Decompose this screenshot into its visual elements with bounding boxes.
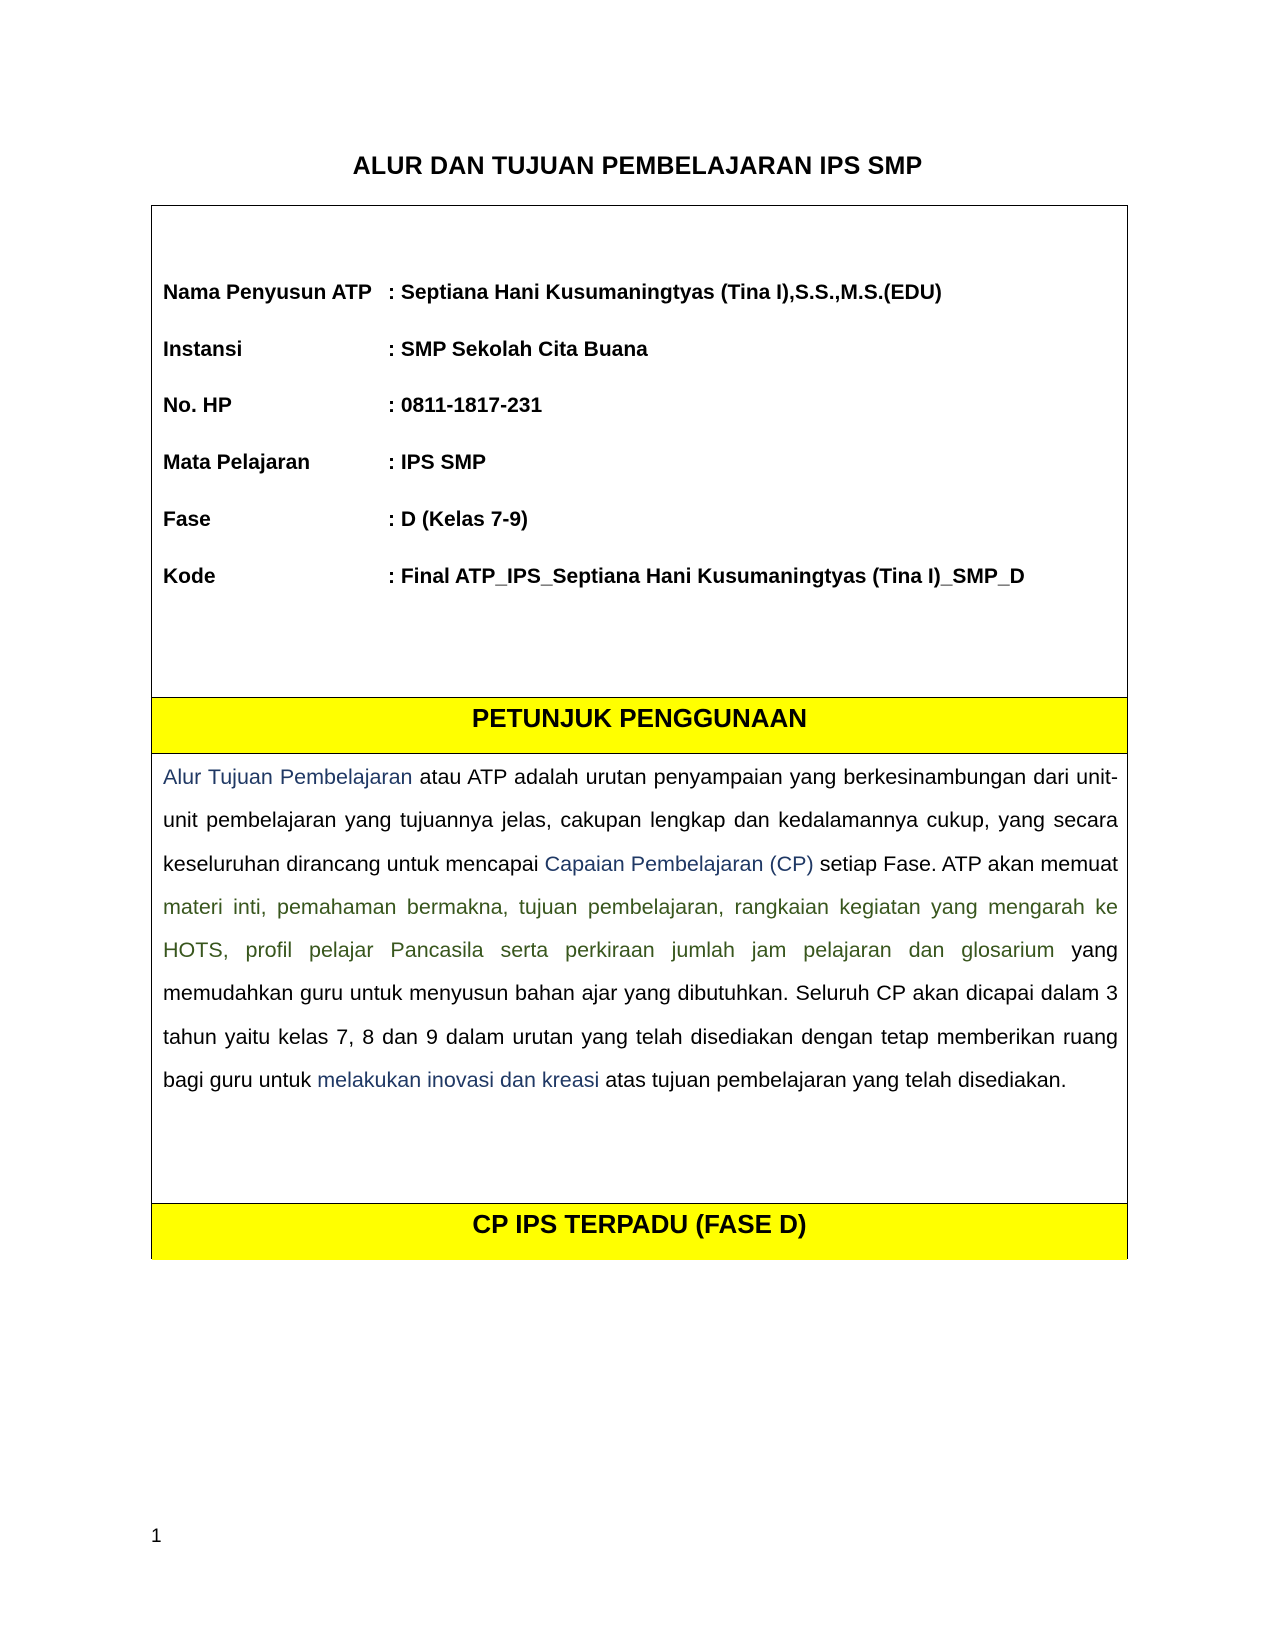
info-label: Fase xyxy=(163,508,211,531)
info-label: Mata Pelajaran xyxy=(163,451,311,474)
info-row-kode xyxy=(163,562,1025,592)
info-value: : 0811-1817-231 xyxy=(388,394,543,417)
page-number: 1 xyxy=(151,1526,162,1547)
text-segment: atas tujuan pembelajaran yang telah disediakan. xyxy=(599,1068,1067,1093)
info-value: : D (Kelas 7-9) xyxy=(388,508,529,531)
petunjuk-paragraph xyxy=(163,754,1118,1102)
info-row-fase xyxy=(163,505,528,535)
text-segment: Capaian Pembelajaran (CP) xyxy=(544,851,814,876)
info-value: : IPS SMP xyxy=(388,451,487,474)
info-row-instansi xyxy=(163,335,648,365)
text-segment: materi inti, pemahaman bermakna, tujuan pembelajaran, rangkaian kegiatan yang mengarah ke HOTS, profil pelajar Pancasila serta perkiraan jumlah jam pelajaran dan glosarium xyxy=(163,894,1118,963)
text-segment: setiap Fase. ATP akan memuat xyxy=(813,851,1118,876)
text-segment: yang memudahkan guru untuk menyusun bahan ajar yang dibutuhkan. Seluruh CP akan dicapai dalam 3 tahun yaitu kelas 7, 8 dan 9 dalam urutan yang telah disediakan dengan tetap memberikan ruang bagi guru untuk xyxy=(163,938,1118,1093)
info-value: : Final ATP_IPS_Septiana Hani Kusumaningtyas (Tina I)_SMP_D xyxy=(388,565,1025,588)
info-label: Nama Penyusun ATP xyxy=(163,281,372,304)
info-value: : SMP Sekolah Cita Buana xyxy=(388,338,648,361)
info-section xyxy=(152,206,1127,698)
info-row-mata-pelajaran xyxy=(163,448,486,478)
document-title: ALUR DAN TUJUAN PEMBELAJARAN IPS SMP xyxy=(352,152,923,180)
info-label: Instansi xyxy=(163,338,243,361)
info-label: Kode xyxy=(163,565,216,588)
info-row-penyusun xyxy=(163,278,942,308)
info-label: No. HP xyxy=(163,394,232,417)
petunjuk-heading: PETUNJUK PENGGUNAAN xyxy=(152,697,1127,754)
cp-heading: CP IPS TERPADU (FASE D) xyxy=(152,1203,1127,1260)
text-segment: melakukan inovasi dan kreasi xyxy=(317,1068,600,1093)
text-segment: Alur Tujuan Pembelajaran xyxy=(163,765,413,789)
info-row-no-hp xyxy=(163,391,542,421)
info-value: : Septiana Hani Kusumaningtyas (Tina I),S.S.,M.S.(EDU) xyxy=(388,281,942,304)
text-segment: atau ATP adalah urutan penyampaian yang berkesinambungan dari unit-unit pembelajaran yang tujuannya jelas, cakupan lengkap dan kedalamannya cukup, yang secara keseluruhan dirancang untuk mencapai xyxy=(163,765,1118,876)
atp-table xyxy=(151,205,1128,1259)
